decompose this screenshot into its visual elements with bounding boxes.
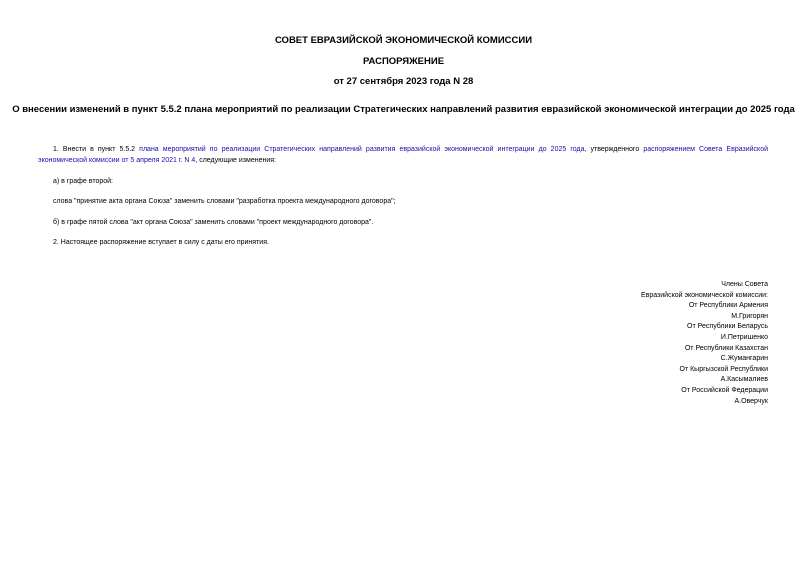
signer-line: А.Оверчук <box>734 397 768 405</box>
signer-line: А.Касымалиев <box>720 376 768 384</box>
paragraph-1-text-a: 1. Внести в пункт 5.5.2 <box>53 146 140 153</box>
paragraph-1-text-b: , утвержденного <box>584 146 644 153</box>
signer-line: И.Петришенко <box>720 333 768 341</box>
signer-line: От Республики Казахстан <box>684 344 768 352</box>
document-type-title: РАСПОРЯЖЕНИЕ <box>362 56 445 67</box>
signer-line: От Республики Беларусь <box>687 323 768 331</box>
document-date-number: от 27 сентября 2023 года N 28 <box>333 76 474 87</box>
decree-link[interactable]: распоряжением Совета Евразийской экономической комиссии от 5 апреля 2021 г. N 4 <box>38 146 768 164</box>
signer-line: С.Жумангарин <box>720 355 768 363</box>
signatories-block <box>641 280 768 407</box>
paragraph-5: 2. Настоящее распоряжение вступает в силу с даты его принятия. <box>53 239 269 246</box>
signer-line: Евразийской экономической комиссии: <box>640 291 768 299</box>
signer-line: От Российской Федерации <box>681 386 768 394</box>
plan-link[interactable]: плана мероприятий по реализации Стратегических направлений развития евразийской экономической интеграции до 2025 года <box>139 146 585 153</box>
paragraph-1 <box>38 145 768 166</box>
paragraph-2: а) в графе второй: <box>53 178 113 185</box>
issuing-body-title: СОВЕТ ЕВРАЗИЙСКОЙ ЭКОНОМИЧЕСКОЙ КОМИССИИ <box>274 35 533 46</box>
paragraph-3: слова "принятие акта органа Союза" заменить словами "разработка проекта международного договора"; <box>53 198 396 205</box>
signer-line: Члены Совета <box>721 281 768 288</box>
signer-line: От Кыргызской Республики <box>679 365 768 373</box>
paragraph-4: б) в графе пятой слова "акт органа Союза" заменить словами "проект международного договора". <box>53 219 374 226</box>
document-subject: О внесении изменений в пункт 5.5.2 плана мероприятий по реализации Стратегических направлений развития евразийской экономической интеграции до 2025 года <box>12 104 795 115</box>
signer-line: М.Григорян <box>731 312 768 320</box>
paragraph-1-text-c: , следующие изменения: <box>195 156 276 164</box>
signer-line: От Республики Армения <box>688 302 768 310</box>
